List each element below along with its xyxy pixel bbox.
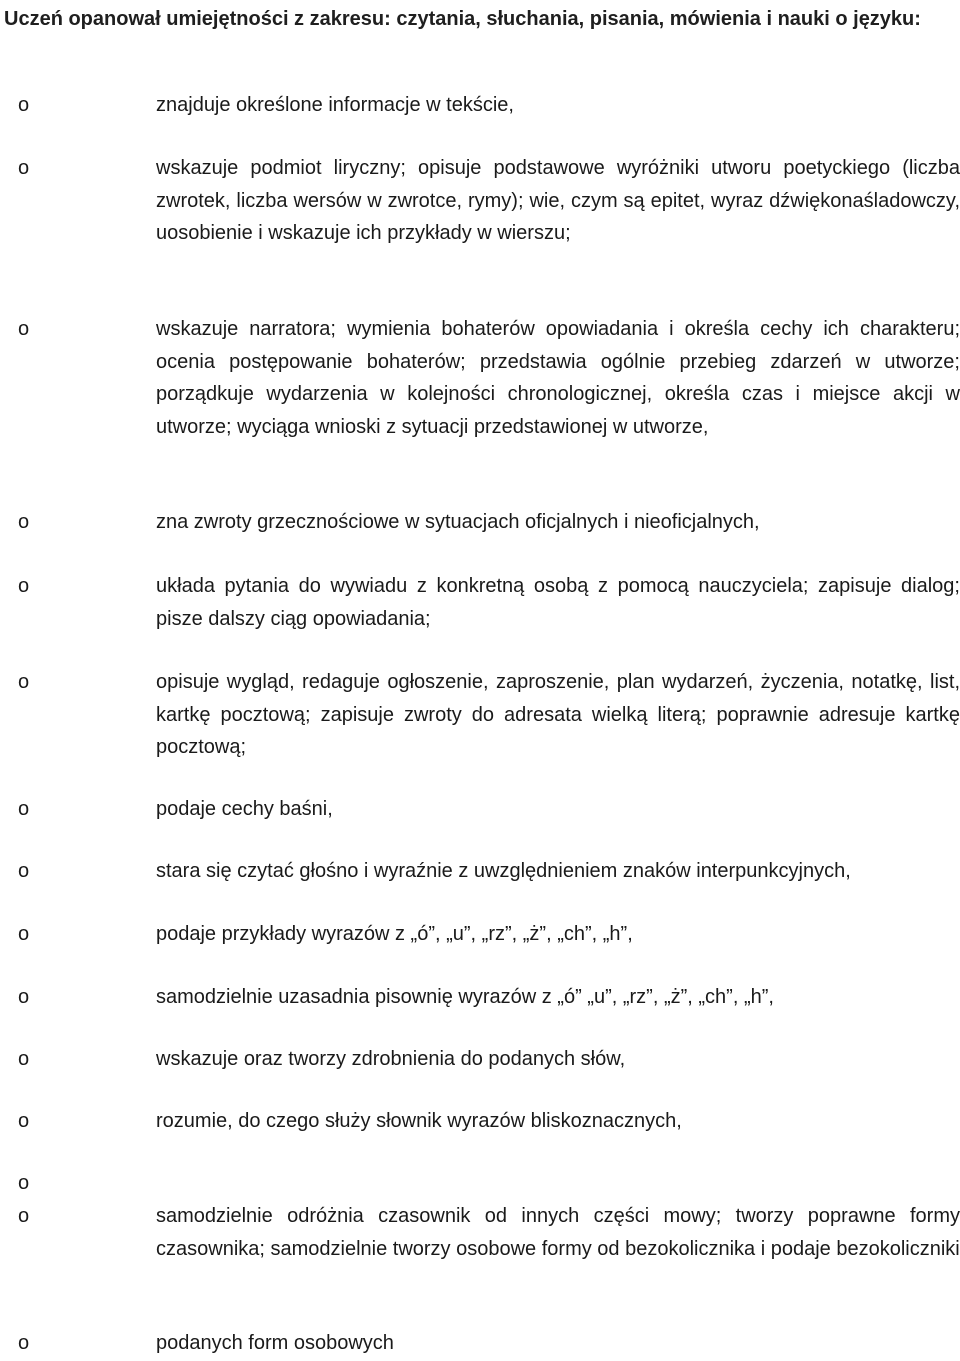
bullet-icon: o [18, 798, 30, 820]
bullet-icon: o [18, 1332, 30, 1354]
list-item-text: rozumie, do czego służy słownik wyrazów bliskoznacznych, [156, 1110, 682, 1132]
bullet-icon: o [18, 923, 30, 945]
bullet-icon: o [18, 1048, 30, 1070]
list-item-text: podaje cechy baśni, [156, 798, 333, 820]
list-item-text: podanych form osobowych [156, 1332, 394, 1354]
list-item-text: stara się czytać głośno i wyraźnie z uwzględnieniem znaków interpunkcyjnych, [156, 860, 851, 882]
list-item-text: układa pytania do wywiadu z konkretną osobą z pomocą nauczyciela; zapisuje dialog; pisze dalszy ciąg opowiadania; [156, 575, 960, 630]
list-item-text: samodzielnie uzasadnia pisownię wyrazów z „ó” „u”, „rz”, „ż”, „ch”, „h”, [156, 986, 774, 1008]
bullet-icon: o [18, 94, 30, 116]
list-item-text: wskazuje oraz tworzy zdrobnienia do podanych słów, [156, 1048, 626, 1070]
list-item-text: wskazuje narratora; wymienia bohaterów opowiadania i określa cechy ich charakteru; ocenia postępowanie bohaterów; przedstawia ogólnie przebieg zdarzeń w utworze; porządkuje wydarzenia w kolejności chronologicznej, określa czas i miejsce akcji w utworze; wyciąga wnioski z sytuacji przedstawionej w utworze, [156, 318, 960, 438]
list-item-text: opisuje wygląd, redaguje ogłoszenie, zaproszenie, plan wydarzeń, życzenia, notatkę, list, kartkę pocztową; zapisuje zwroty do adresata wielką literą; poprawnie adresuje kartkę pocztową; [156, 671, 960, 758]
bullet-icon: o [18, 1205, 30, 1227]
bullet-icon: o [18, 986, 30, 1008]
list-item-text: podaje przykłady wyrazów z „ó”, „u”, „rz”, „ż”, „ch”, „h”, [156, 923, 633, 945]
bullet-icon: o [18, 575, 30, 597]
list-item-text: znajduje określone informacje w tekście, [156, 94, 514, 116]
bullet-icon: o [18, 1172, 30, 1194]
bullet-icon: o [18, 1110, 30, 1132]
list-item-text: samodzielnie odróżnia czasownik od innych części mowy; tworzy poprawne formy czasownika; samodzielnie tworzy osobowe formy od bezokolicznika i podaje bezokoliczniki [156, 1205, 960, 1260]
bullet-icon: o [18, 671, 30, 693]
bullet-icon: o [18, 318, 30, 340]
bullet-icon: o [18, 157, 30, 179]
bullet-icon: o [18, 511, 30, 533]
list-item-text: zna zwroty grzecznościowe w sytuacjach oficjalnych i nieoficjalnych, [156, 511, 760, 533]
bullet-icon: o [18, 860, 30, 882]
list-item-text: wskazuje podmiot liryczny; opisuje podstawowe wyróżniki utworu poetyckiego (liczba zwrotek, liczba wersów w zwrotce, rymy); wie, czym są epitet, wyraz dźwiękonaśladowczy, uosobienie i wskazuje ich przykłady w wierszu; [156, 157, 960, 244]
section-heading: Uczeń opanował umiejętności z zakresu: czytania, słuchania, pisania, mówienia i nauki o języku: [4, 8, 921, 30]
